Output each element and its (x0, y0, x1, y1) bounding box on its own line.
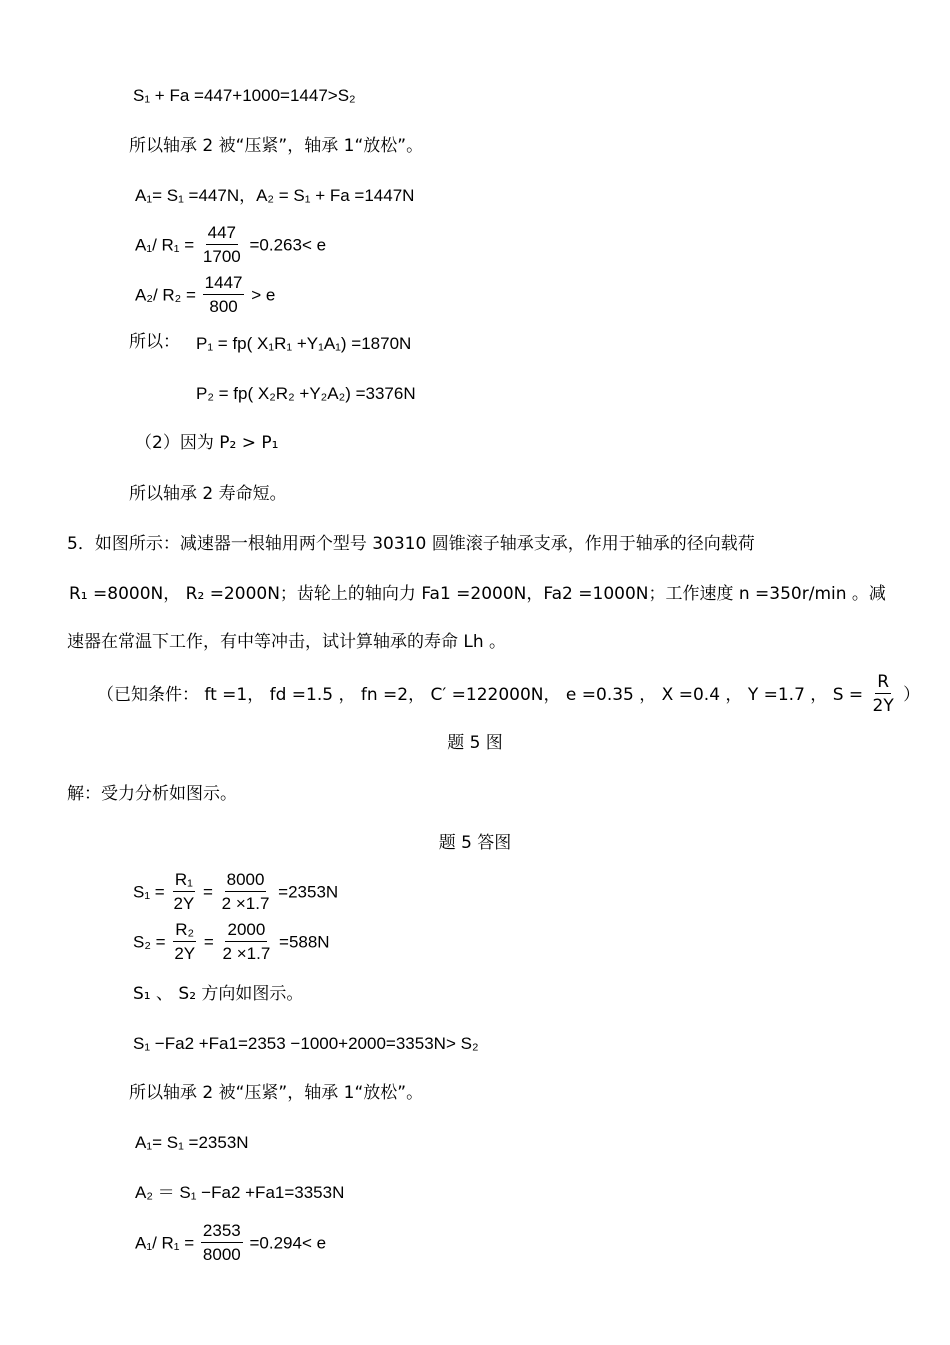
denominator: 8000 (202, 1245, 241, 1264)
numerator: R₁ (173, 871, 195, 892)
text-line: S₁ + Fa =447+1000=1447>S₂ (133, 86, 356, 105)
equation: A₂ ＝ S₁ −Fa2 +Fa1=3353N (135, 1183, 345, 1202)
text-line: 所以轴承 2 被“压紧”，轴承 1“放松”。 (129, 136, 424, 156)
numerator: 8000 (225, 871, 267, 892)
equation: P₂ = fp( X₂R₂ +Y₂A₂) =3376N (196, 384, 416, 403)
fraction (220, 871, 272, 913)
text-line: 所以： (129, 332, 180, 352)
equation (135, 1223, 326, 1265)
equation-text: （已知条件： ft =1， fd =1.5 ， fn =2， C′ =122000N， e =0.35 ， X =0.4 ， Y =1.7 ， S = (97, 685, 864, 705)
numerator: 1447 (203, 274, 245, 295)
denominator: 800 (209, 297, 238, 316)
denominator: 2Y (173, 894, 195, 913)
equation-text: = (203, 882, 213, 902)
equation-text: A₁/ R₁ = (135, 235, 195, 255)
text-line: 所以轴承 2 被“压紧”，轴承 1“放松”。 (129, 1083, 424, 1103)
problem-statement: R₁ =8000N， R₂ =2000N；齿轮上的轴向力 Fa1 =2000N，Fa2 =1000N；工作速度 n =350r/min 。减 (69, 584, 886, 604)
figure-caption: 题 5 图 (447, 733, 503, 753)
numerator: R (877, 672, 890, 692)
fraction (201, 1222, 243, 1264)
equation: S₁ −Fa2 +Fa1=2353 −1000+2000=3353N> S₂ (133, 1034, 479, 1053)
figure-caption: 题 5 答图 (438, 833, 512, 853)
numerator: 2353 (201, 1222, 243, 1243)
numerator: R₂ (173, 921, 196, 942)
equation-text: S₂ = (133, 932, 166, 952)
denominator: 2Y (872, 696, 894, 716)
fraction (221, 921, 273, 963)
text-line: 所以轴承 2 寿命短。 (129, 484, 287, 504)
equation-text: A₁/ R₁ = (135, 1233, 195, 1253)
equation: P₁ = fp( X₁R₁ +Y₁A₁) =1870N (196, 334, 412, 353)
equation (133, 922, 330, 964)
problem-statement: 5．如图所示：减速器一根轴用两个型号 30310 圆锥滚子轴承支承，作用于轴承的径向载荷 (67, 534, 755, 554)
equation-text: =588N (279, 932, 330, 952)
equation-text: ） (903, 685, 921, 705)
equation (133, 872, 338, 914)
denominator: 2 ×1.7 (222, 944, 271, 963)
equation-text: > e (251, 285, 276, 305)
fraction (172, 921, 197, 963)
equation: A₁= S₁ =2353N (135, 1133, 249, 1152)
problem-statement: 速器在常温下工作，有中等冲击，试计算轴承的寿命 Lh 。 (67, 632, 507, 652)
text-line: A₁= S₁ =447N，A₂ = S₁ + Fa =1447N (135, 186, 415, 205)
fraction (171, 871, 196, 913)
equation-text: A₂/ R₂ = (135, 285, 196, 305)
denominator: 2Y (174, 944, 196, 963)
numerator: 447 (206, 224, 238, 245)
given-conditions (97, 674, 920, 716)
text-line: 解：受力分析如图示。 (67, 784, 237, 804)
equation-text: =0.263< e (249, 235, 327, 255)
equation-text: =2353N (278, 882, 339, 902)
equation (135, 225, 326, 267)
text-line: （2）因为 P₂ > P₁ (135, 433, 279, 453)
text-line: S₁ 、 S₂ 方向如图示。 (133, 984, 304, 1004)
fraction (201, 224, 243, 266)
denominator: 1700 (202, 247, 241, 266)
fraction (203, 274, 245, 316)
equation (135, 275, 275, 317)
denominator: 2 ×1.7 (221, 894, 270, 913)
fraction (871, 673, 896, 715)
equation-text: = (203, 932, 214, 952)
equation-text: =0.294< e (249, 1233, 327, 1253)
numerator: 2000 (225, 921, 267, 942)
equation-text: S₁ = (133, 882, 165, 902)
